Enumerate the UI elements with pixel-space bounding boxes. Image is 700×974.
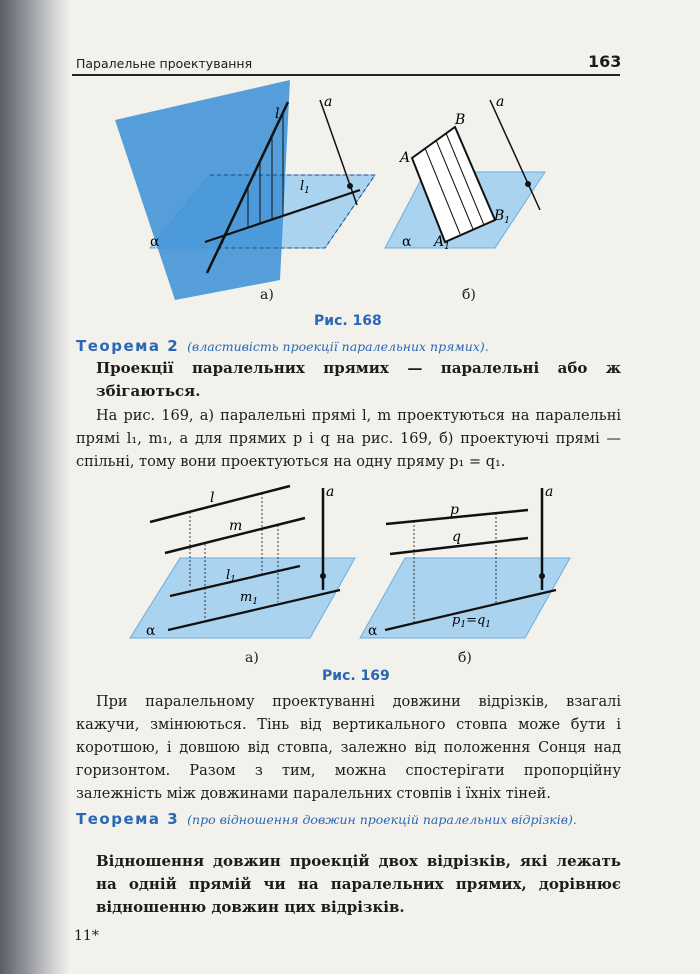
theorem-3-heading	[76, 808, 621, 831]
theorem-3-description: (про відношення довжин проекцій паралельних відрізків).	[187, 812, 577, 827]
label-l: l	[210, 490, 215, 506]
theorem-2-statement: Проекції паралельних прямих — паралельні або ж збігаються.	[96, 359, 621, 400]
label-alpha: α	[150, 234, 160, 250]
label-m: m	[229, 518, 243, 534]
label-q: q	[452, 529, 461, 545]
label-m1: $m_1$	[240, 590, 259, 607]
label-a: a	[326, 484, 335, 500]
fig169-sub-b: б)	[458, 650, 472, 666]
label-l1: $l_1$	[300, 179, 310, 196]
point	[525, 181, 531, 187]
theorem-3-statement: Відношення довжин проекцій двох відрізків, які лежать на одній прямій чи на паралельних прямих, дорівнює відношенню довжин цих відрізків.	[96, 852, 621, 916]
label-alpha: α	[368, 623, 378, 639]
label-A: A	[400, 150, 411, 166]
label-alpha: α	[146, 623, 156, 639]
fig168-sub-a: а)	[260, 287, 274, 303]
label-B: B	[455, 112, 466, 128]
fig169-caption: Рис. 169	[322, 668, 390, 684]
point	[320, 573, 326, 579]
label-alpha: α	[402, 234, 412, 250]
line-l	[150, 486, 290, 522]
paragraph-2: При паралельному проектуванні довжини відрізків, взагалі кажучи, змінюються. Тінь від вертикального стовпа може бути і коротшою, і довшою від стовпа, залежно від положення Сонця над горизонтом. Разом з тим, можна спостерігати пропорційну залежність між довжинами паралельних стовпів і їхніх тіней.	[76, 694, 621, 802]
fig168-sub-b: б)	[462, 287, 476, 303]
point	[347, 183, 353, 189]
label-B1: $B_1$	[494, 208, 511, 226]
projecting-plane	[115, 80, 290, 300]
label-A1: $A_1$	[434, 234, 450, 252]
theorem-2-heading	[76, 335, 621, 358]
fig168-caption: Рис. 168	[314, 313, 382, 329]
paragraph-1: На рис. 169, а) паралельні прямі l, m проектуються на паралельні прямі l₁, m₁, а для прямих p і q на рис. 169, б) проектуючі прямі — спільні, тому вони проектуються на одну пряму p₁ = q₁.	[76, 408, 621, 470]
footer-signature: 11*	[74, 928, 99, 944]
theorem-2-keyword: Теорема 2	[76, 337, 180, 355]
figure-169	[0, 478, 700, 660]
label-a: a	[496, 94, 505, 110]
theorem-3-keyword: Теорема 3	[76, 810, 180, 828]
page-number: 163	[588, 52, 622, 71]
label-a: a	[324, 94, 333, 110]
theorem-2-description: (властивість проекції паралельних прямих).	[187, 339, 489, 354]
figure-168	[0, 80, 700, 300]
running-header: Паралельне проектування	[76, 56, 253, 71]
label-l1: $l_1$	[226, 568, 236, 585]
fig169-sub-a: а)	[245, 650, 259, 666]
label-p1q1: $p_1=q_1$	[452, 613, 492, 630]
label-p: p	[450, 502, 459, 518]
point	[539, 573, 545, 579]
label-a: a	[545, 484, 554, 500]
header-rule	[72, 74, 620, 76]
label-l: l	[275, 106, 280, 122]
